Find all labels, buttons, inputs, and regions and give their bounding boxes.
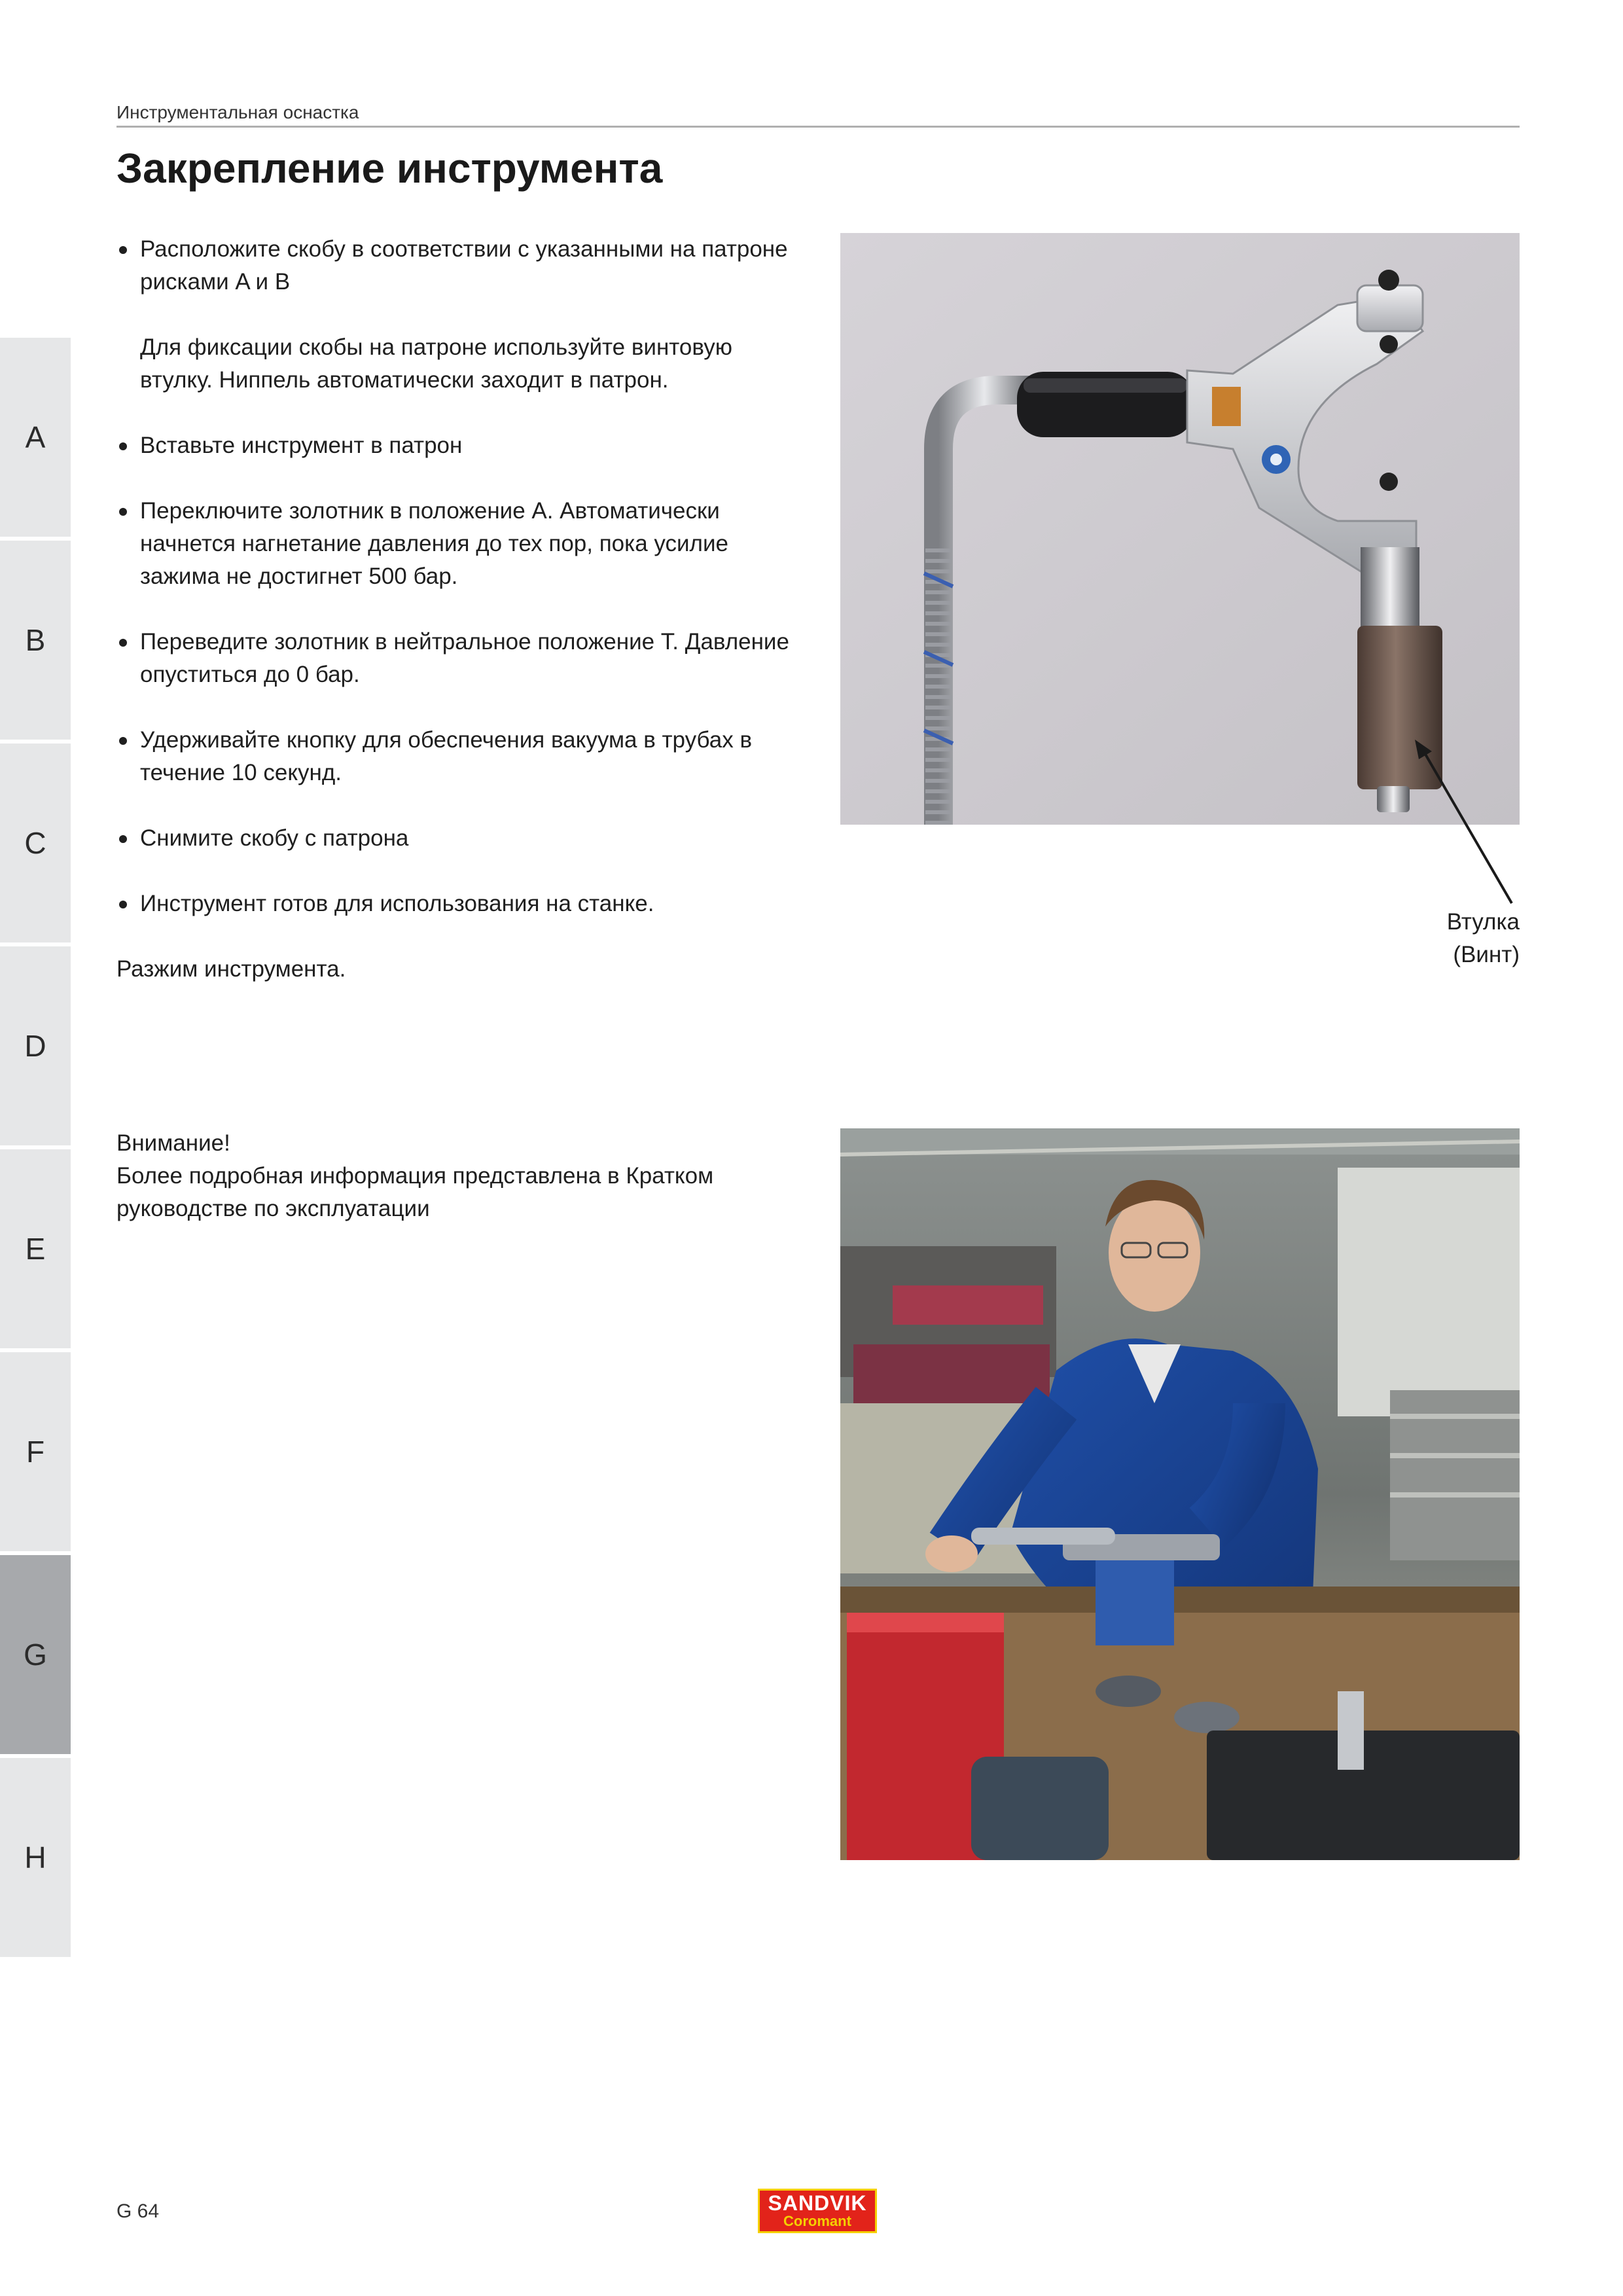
tab-a[interactable] <box>0 338 71 537</box>
tab-h-label: H <box>24 1840 46 1874</box>
tab-a-label: A <box>25 420 46 454</box>
instruction-bullet: Снимите скобу с патрона <box>116 822 804 855</box>
attention-text: Более подробная информация представлена в Кратком руководстве по эксплуатации <box>116 1163 714 1221</box>
instruction-bullet: Переключите золотник в положение A. Автоматически начнется нагнетание давления до тех пор, пока усилие зажима не достигнет 500 бар. <box>116 495 804 593</box>
instruction-note: Для фиксации скобы на патроне используйте винтовую втулку. Ниппель автоматически заходит в патрон. <box>140 334 732 393</box>
instruction-bullet: Инструмент готов для использования на станке. <box>116 888 804 920</box>
bracket-photo <box>840 233 1520 825</box>
tab-d[interactable] <box>0 946 71 1145</box>
logo-sub: Coromant <box>783 2213 851 2229</box>
tab-c-label: C <box>24 826 46 860</box>
unclamp-heading: Разжим инструмента. <box>116 956 346 982</box>
tab-e-label: E <box>25 1232 46 1266</box>
callout-arrow <box>1414 740 1518 916</box>
tab-b-label: B <box>25 623 46 657</box>
workshop-illustration <box>840 1128 1520 1860</box>
tab-g[interactable] <box>0 1555 71 1754</box>
instruction-bullet: Удерживайте кнопку для обеспечения вакуума в трубах в течение 10 секунд. <box>116 724 804 789</box>
instructions <box>116 233 804 986</box>
tab-h[interactable] <box>0 1758 71 1957</box>
workshop-photo <box>840 1128 1520 1860</box>
logo-brand: SANDVIK <box>768 2191 867 2215</box>
page-number: G 64 <box>116 2200 160 2222</box>
attention-title: Внимание! <box>116 1130 230 1156</box>
tab-f-label: F <box>26 1435 45 1469</box>
header-divider <box>116 126 1520 128</box>
tab-d-label: D <box>24 1029 46 1063</box>
tab-f[interactable] <box>0 1352 71 1551</box>
instruction-bullet: Расположите скобу в соответствии с указанными на патроне рисками A и B <box>116 233 804 298</box>
attention-note <box>116 1127 804 1225</box>
section-label: Инструментальная оснастка <box>116 102 359 122</box>
callout-line2: (Винт) <box>1453 942 1520 967</box>
sandvik-logo <box>758 2189 877 2233</box>
tab-g-label: G <box>24 1638 47 1672</box>
bracket-illustration <box>840 233 1520 825</box>
callout-line1: Втулка <box>1446 909 1520 935</box>
instruction-bullet: Переведите золотник в нейтральное положение T. Давление опуститься до 0 бар. <box>116 626 804 691</box>
tab-b[interactable] <box>0 541 71 740</box>
tab-c[interactable] <box>0 744 71 942</box>
instruction-bullet: Вставьте инструмент в патрон <box>116 429 804 462</box>
page-title: Закрепление инструмента <box>116 145 663 192</box>
tab-e[interactable] <box>0 1149 71 1348</box>
sleeve-callout <box>1374 906 1520 971</box>
